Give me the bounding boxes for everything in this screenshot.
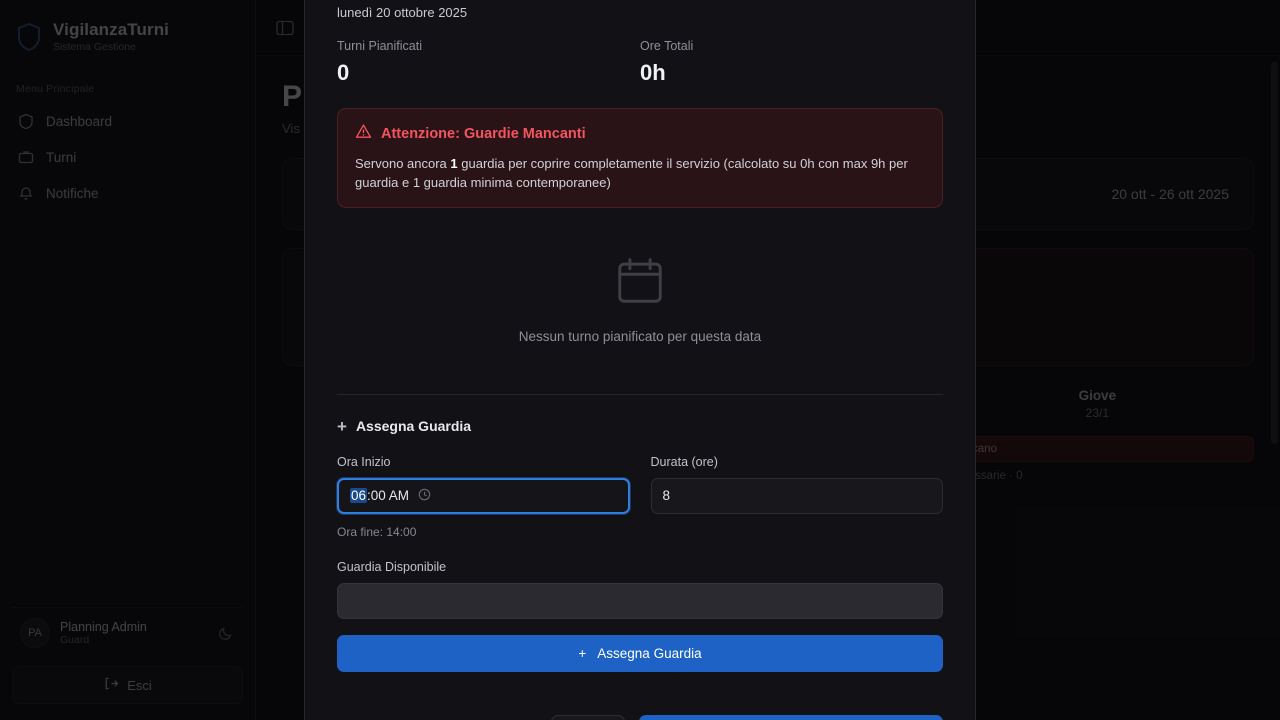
alert-count: 1: [450, 156, 458, 171]
missing-guards-alert: [337, 108, 943, 208]
alert-title: Attenzione: Guardie Mancanti: [381, 126, 586, 142]
alert-body: [355, 155, 925, 193]
stat-label: Ore Totali: [640, 39, 694, 53]
plus-icon: +: [578, 645, 587, 661]
duration-input[interactable]: 8: [651, 478, 944, 514]
stat-label: Turni Pianificati: [337, 39, 422, 53]
assign-guard-button[interactable]: [337, 635, 943, 672]
start-time-input[interactable]: [337, 478, 630, 514]
start-time-field: [337, 455, 630, 514]
start-time-hour-segment[interactable]: 06: [351, 488, 367, 504]
stat-value: 0: [337, 60, 350, 85]
plus-icon: +: [337, 416, 347, 436]
duration-field: [651, 455, 944, 514]
clock-icon[interactable]: [418, 488, 431, 504]
cancel-button[interactable]: [551, 715, 625, 720]
calendar-icon: [613, 295, 667, 312]
empty-state: [337, 208, 943, 378]
divider: [337, 394, 943, 395]
save-button[interactable]: [639, 715, 943, 720]
modal-date: lunedì 20 ottobre 2025: [337, 5, 468, 20]
modal-stats: [337, 39, 943, 86]
warning-triangle-icon: [355, 123, 372, 145]
modal-footer: [337, 715, 943, 720]
start-time-label: Ora Inizio: [337, 454, 391, 469]
guard-select[interactable]: [337, 583, 943, 619]
shift-detail-modal: [304, 0, 976, 720]
alert-text-before: Servono ancora: [355, 156, 451, 171]
assign-guard-heading-label: Assegna Guardia: [355, 418, 472, 435]
modal-stat-total-hours: [640, 39, 943, 86]
stat-value: 0h: [640, 60, 666, 85]
end-time-hint: Ora fine: 14:00: [337, 524, 417, 539]
start-time-rest: :00 AM: [367, 488, 410, 504]
duration-label: Durata (ore): [650, 454, 718, 469]
assign-fields: [337, 455, 943, 514]
alert-text-after: guardia per coprire completamente il servizio (calcolato su 0h con max 9h per guardia e 1 guardia minima contemporanee): [355, 156, 908, 190]
empty-state-text: Nessun turno pianificato per questa data: [518, 328, 762, 344]
assign-guard-button-label: Assegna Guardia: [597, 645, 702, 661]
modal-stat-planned-shifts: [337, 39, 640, 86]
guard-select-label: Guardia Disponibile: [337, 559, 447, 574]
assign-guard-heading: [337, 418, 943, 435]
